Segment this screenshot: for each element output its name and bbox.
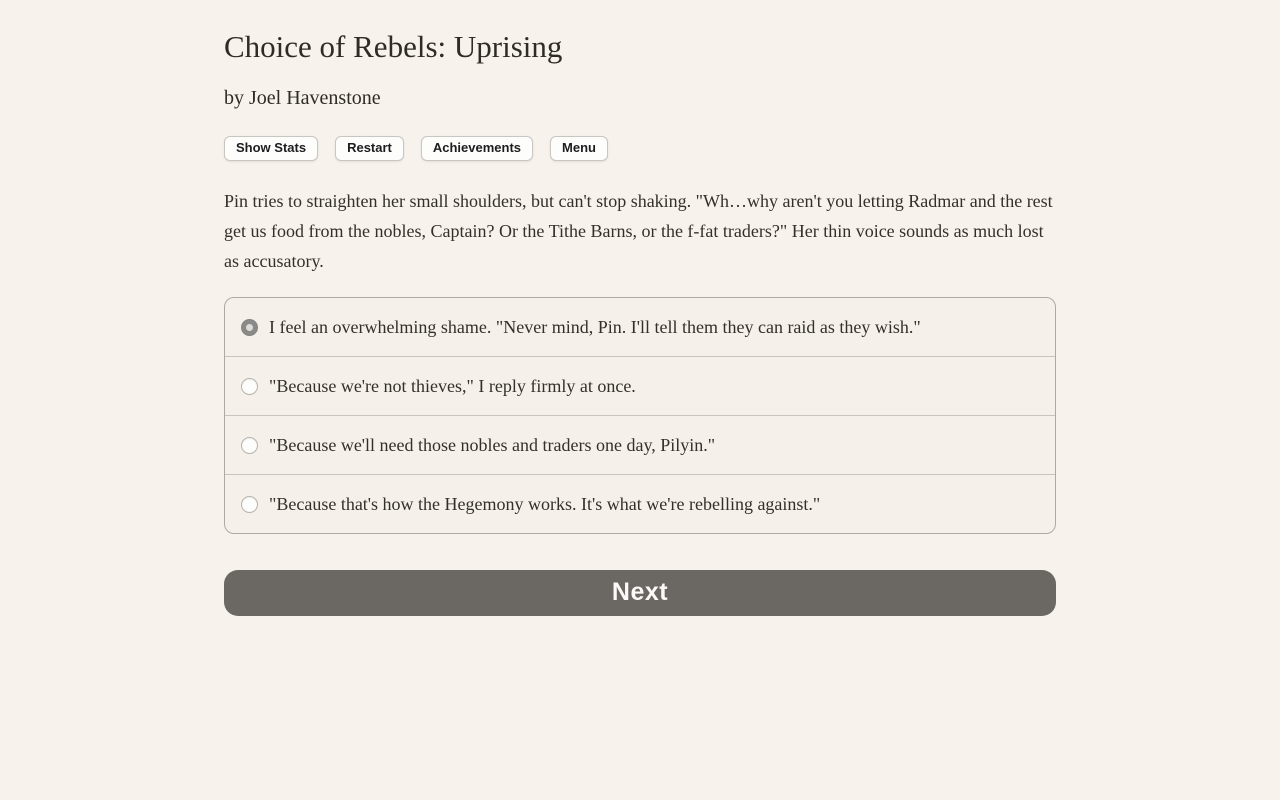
choice-option[interactable] — [225, 474, 1055, 533]
choices-group — [224, 297, 1056, 534]
choice-option[interactable] — [225, 356, 1055, 415]
story-paragraph: Pin tries to straighten her small shoulders, but can't stop shaking. "Wh…why aren't you letting Radmar and the rest get us food from the nobles, Captain? Or the Tithe Barns, or the f-fat traders?" Her thin voice sounds as much lost as accusatory. — [224, 190, 1053, 271]
radio-button-icon[interactable] — [241, 378, 258, 395]
choice-label: I feel an overwhelming shame. "Never mind, Pin. I'll tell them they can raid as they wish." — [269, 316, 921, 337]
radio-button-icon[interactable] — [241, 496, 258, 513]
radio-button-icon[interactable] — [241, 437, 258, 454]
menu-button[interactable]: Menu — [550, 136, 608, 161]
restart-button[interactable]: Restart — [335, 136, 404, 161]
page-content — [224, 0, 1056, 616]
toolbar — [224, 136, 1056, 161]
choice-label: "Because we'll need those nobles and traders one day, Pilyin." — [269, 434, 716, 455]
show-stats-button[interactable]: Show Stats — [224, 136, 318, 161]
radio-button-icon[interactable] — [241, 319, 258, 336]
choice-label: "Because that's how the Hegemony works. It's what we're rebelling against." — [269, 493, 821, 514]
choice-option[interactable] — [225, 298, 1055, 356]
choice-label: "Because we're not thieves," I reply firmly at once. — [269, 375, 636, 396]
author-byline: by Joel Havenstone — [224, 87, 381, 110]
achievements-button[interactable]: Achievements — [421, 136, 533, 161]
page-title: Choice of Rebels: Uprising — [224, 29, 563, 64]
choice-option[interactable] — [225, 415, 1055, 474]
next-button[interactable]: Next — [224, 570, 1056, 616]
